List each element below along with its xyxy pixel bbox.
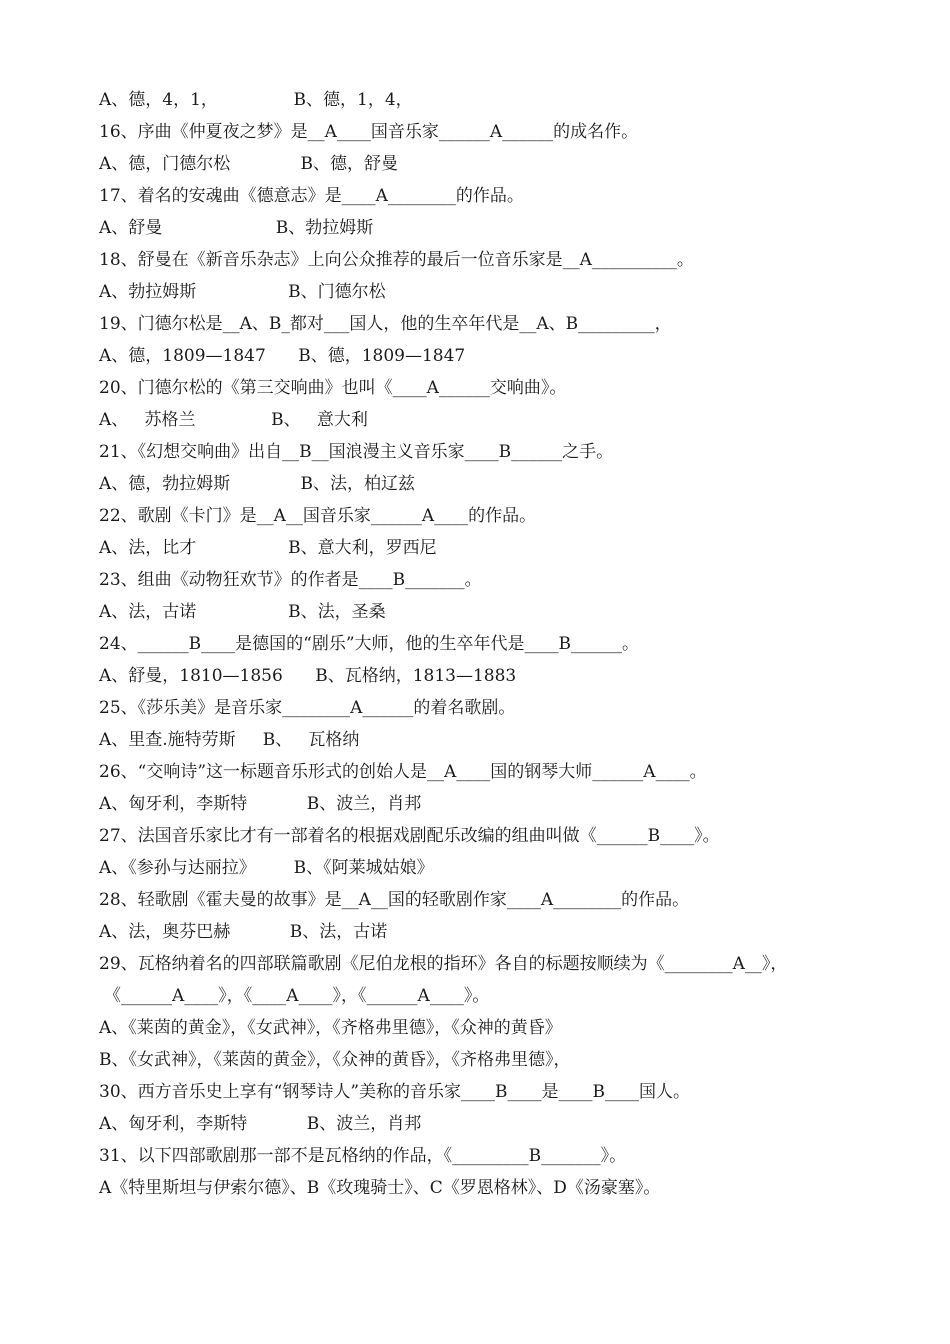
question-27: 27、法国音乐家比才有一部着名的根据戏剧配乐改编的组曲叫做《______B____》。 xyxy=(99,826,720,846)
answer-options-18: A、勃拉姆斯 B、门德尔松 xyxy=(99,282,386,302)
answer-option-29-a: A、《莱茵的黄金》，《女武神》，《齐格弗里德》，《众神的黄昏》 xyxy=(99,1018,562,1038)
question-21: 21、《幻想交响曲》出自__B__国浪漫主义音乐家____B______之手。 xyxy=(99,442,614,462)
answer-options-31: A《特里斯坦与伊索尔德》、B《玫瑰骑士》、C《罗恩格林》、D《汤豪塞》。 xyxy=(99,1178,661,1198)
answer-options-24: A、舒曼，1810—1856 B、瓦格纳，1813—1883 xyxy=(99,666,517,686)
answer-option-29-b: B、《女武神》，《莱茵的黄金》，《众神的黄昏》，《齐格弗里德》， xyxy=(99,1050,571,1070)
answer-options-23: A、法，古诺 B、法，圣桑 xyxy=(99,602,386,622)
answer-options-19: A、德，1809—1847 B、德，1809—1847 xyxy=(99,346,466,366)
question-23: 23、组曲《动物狂欢节》的作者是____B_______。 xyxy=(99,570,482,590)
answer-options-22: A、法，比才 B、意大利，罗西尼 xyxy=(99,538,437,558)
question-17: 17、着名的安魂曲《德意志》是____A________的作品。 xyxy=(99,186,524,206)
question-29: 29、瓦格纳着名的四部联篇歌剧《尼伯龙根的指环》各自的标题按顺续为《________A__》， xyxy=(99,954,788,974)
question-19: 19、门德尔松是__A、B_都对___国人，他的生卒年代是__A、B_________， xyxy=(99,314,672,334)
answer-options-30: A、匈牙利，李斯特 B、波兰，肖邦 xyxy=(99,1114,422,1134)
question-26: 26、“交响诗”这一标题音乐形式的创始人是__A____国的钢琴大师______A____。 xyxy=(99,762,707,782)
answer-options-21: A、德，勃拉姆斯 B、法，柏辽兹 xyxy=(99,474,416,494)
question-29-continued: 《______A____》，《____A____》，《______A____》。 xyxy=(104,986,490,1006)
question-30: 30、西方音乐史上享有“钢琴诗人”美称的音乐家____B____是____B____国人。 xyxy=(99,1082,690,1102)
answer-options-28: A、法，奥芬巴赫 B、法，古诺 xyxy=(99,922,388,942)
question-28: 28、轻歌剧《霍夫曼的故事》是__A__国的轻歌剧作家____A________的作品。 xyxy=(99,890,690,910)
question-20: 20、门德尔松的《第三交响曲》也叫《____A______交响曲》。 xyxy=(99,378,567,398)
question-24: 24、______B____是德国的“剧乐”大师，他的生卒年代是____B______。 xyxy=(99,634,639,654)
question-16: 16、序曲《仲夏夜之梦》是__A____国音乐家______A______的成名作。 xyxy=(99,122,639,142)
answer-options-26: A、匈牙利，李斯特 B、波兰，肖邦 xyxy=(99,794,422,814)
question-25: 25、《莎乐美》是音乐家________A______的着名歌剧。 xyxy=(99,698,516,718)
question-list xyxy=(0,84,950,1204)
question-18: 18、舒曼在《新音乐杂志》上向公众推荐的最后一位音乐家是__A__________。 xyxy=(99,250,694,270)
answer-options-20: A、 苏格兰 B、 意大利 xyxy=(99,410,368,430)
answer-options-15: A、德，4，1， B、德，1，4， xyxy=(99,90,413,110)
answer-options-27: A、《参孙与达丽拉》 B、《阿莱城姑娘》 xyxy=(99,858,434,878)
question-31: 31、以下四部歌剧那一部不是瓦格纳的作品，《_________B_______》。 xyxy=(99,1146,627,1166)
answer-options-25: A、里查.施特劳斯 B、 瓦格纳 xyxy=(99,730,360,750)
answer-options-16: A、德，门德尔松 B、德，舒曼 xyxy=(99,154,399,174)
question-22: 22、歌剧《卡门》是__A__国音乐家______A____的作品。 xyxy=(99,506,537,526)
answer-options-17: A、舒曼 B、勃拉姆斯 xyxy=(99,218,374,238)
